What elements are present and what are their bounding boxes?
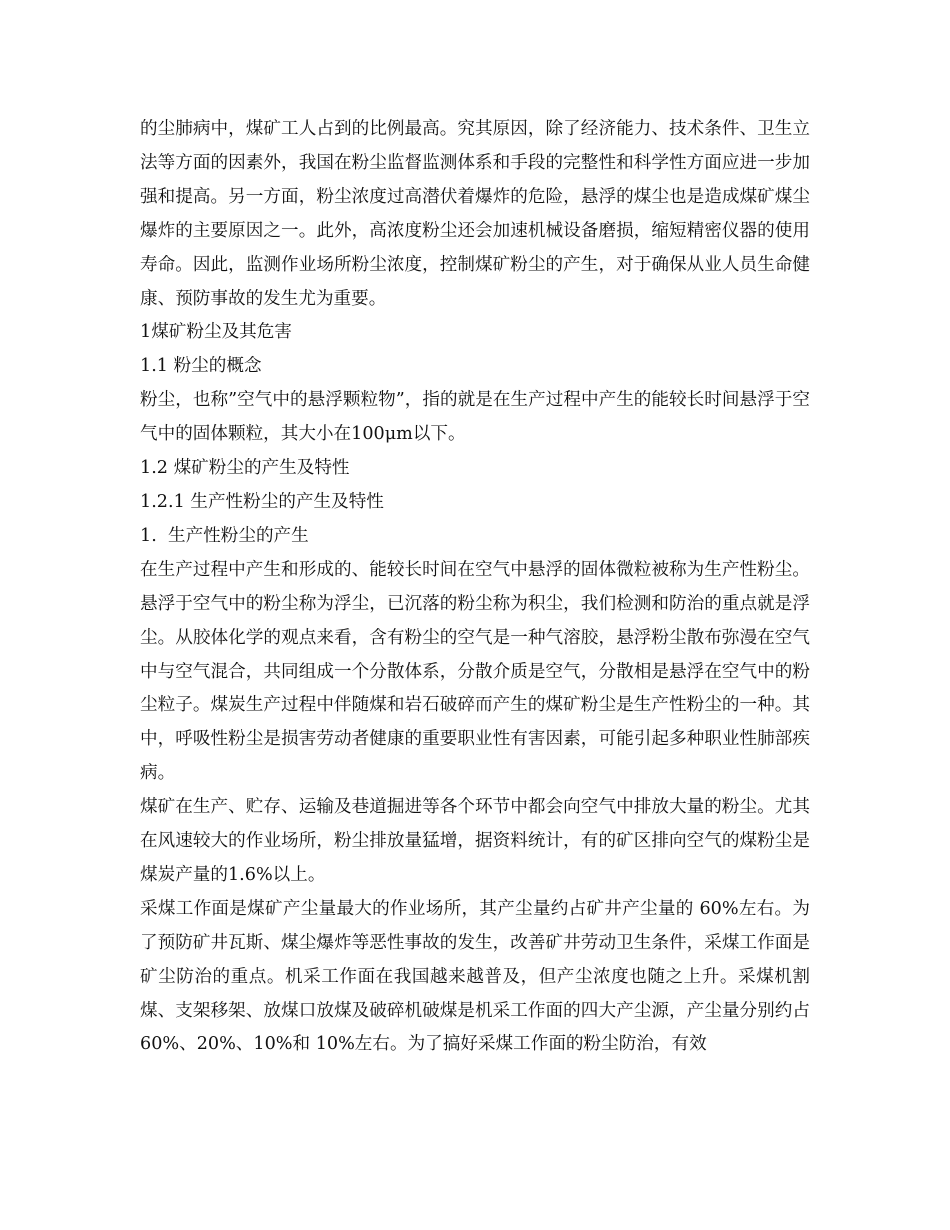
paragraph-dust-definition: 粉尘，也称”空气中的悬浮颗粒物”，指的就是在生产过程中产生的能较长时间悬浮于空气中的固体颗粒，其大小在100μm以下。 xyxy=(140,390,810,445)
heading-1: 1煤矿粉尘及其危害 xyxy=(140,322,292,343)
document-page xyxy=(140,113,810,1062)
paragraph-coal-face: 采煤工作面是煤矿产尘量最大的作业场所，其产尘量约占矿井产尘量的 60%左右。为了预防矿井瓦斯、煤尘爆炸等恶性事故的发生，改善矿井劳动卫生条件，采煤工作面是矿尘防治的重点。机采工作面在我国越来越普及，但产尘浓度也随之上升。采煤机割煤、支架移架、放煤口放煤及破碎机破煤是机采工作面的四大产尘源，产尘量分别约占60%、20%、10%和 10%左右。为了搞好采煤工作面的粉尘防治，有效 xyxy=(140,898,810,1055)
paragraph-pneumoconiosis-coal-miners: 的尘肺病中，煤矿工人占到的比例最高。究其原因，除了经济能力、技术条件、卫生立法等方面的因素外，我国在粉尘监督监测体系和手段的完整性和科学性方面应进一步加强和提高。另一方面，粉尘浓度过高潜伏着爆炸的危险，悬浮的煤尘也是造成煤矿煤尘爆炸的主要原因之一。此外，高浓度粉尘还会加速机械设备磨损，缩短精密仪器的使用寿命。因此，监测作业场所粉尘浓度，控制煤矿粉尘的产生，对于确保从业人员生命健康、预防事故的发生尤为重要。 xyxy=(140,119,810,309)
paragraph-mine-dust-emission: 煤矿在生产、贮存、运输及巷道掘进等各个环节中都会向空气中排放大量的粉尘。尤其在风速较大的作业场所，粉尘排放量猛增，据资料统计，有的矿区排向空气的煤粉尘是煤炭产量的1.6%以上。 xyxy=(140,797,810,885)
heading-item-1: 1. 生产性粉尘的产生 xyxy=(140,525,309,546)
heading-1-2-1: 1.2.1 生产性粉尘的产生及特性 xyxy=(140,491,384,512)
heading-1-2: 1.2 煤矿粉尘的产生及特性 xyxy=(140,458,350,479)
paragraph-productive-dust: 在生产过程中产生和形成的、能较长时间在空气中悬浮的固体微粒被称为生产性粉尘。悬浮于空气中的粉尘称为浮尘，已沉落的粉尘称为积尘，我们检测和防治的重点就是浮尘。从胶体化学的观点来看，含有粉尘的空气是一种气溶胶，悬浮粉尘散布弥漫在空气中与空气混合，共同组成一个分散体系，分散介质是空气，分散相是悬浮在空气中的粉尘粒子。煤炭生产过程中伴随煤和岩石破碎而产生的煤矿粉尘是生产性粉尘的一种。其中，呼吸性粉尘是损害劳动者健康的重要职业性有害因素，可能引起多种职业性肺部疾病。 xyxy=(140,559,810,784)
heading-1-1: 1.1 粉尘的概念 xyxy=(140,356,262,377)
